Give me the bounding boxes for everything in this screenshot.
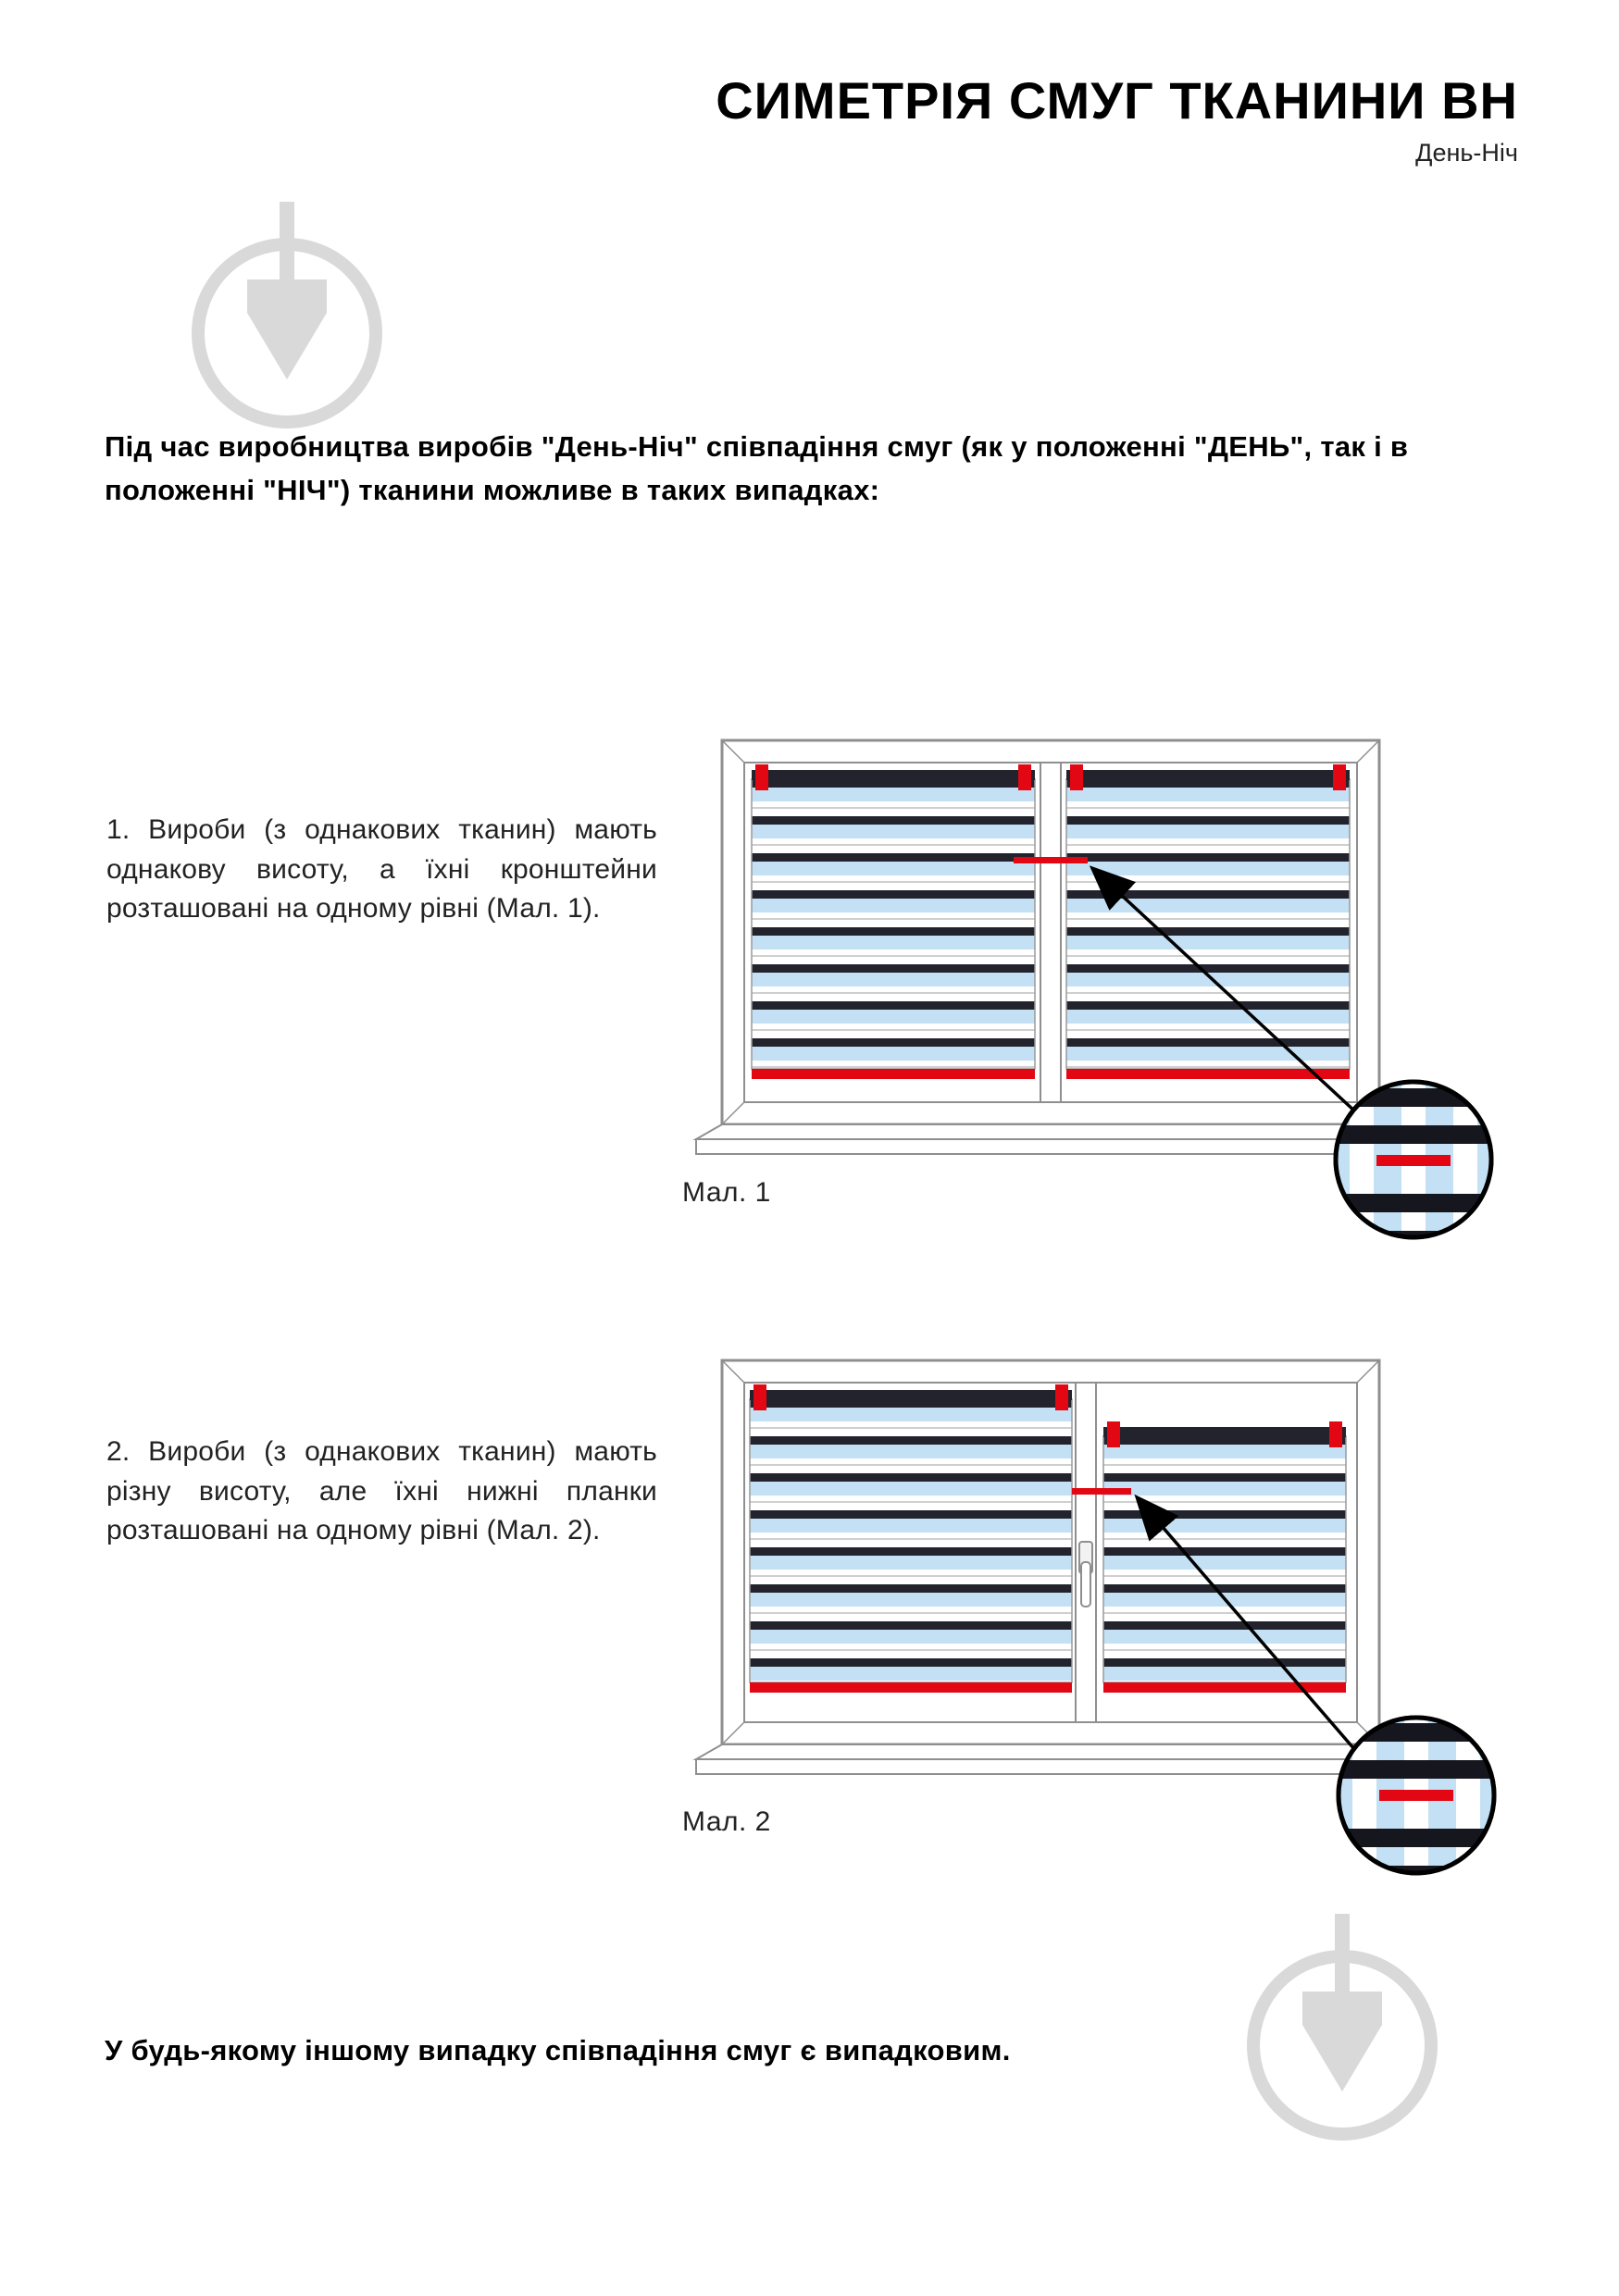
- case-1-text: 1. Вироби (з однакових тканин) мають однакову висоту, а їхні кронштейни розташовані на одному рівні (Мал. 1).: [106, 814, 657, 925]
- bottom-bar: [750, 1682, 1072, 1693]
- right-blind: [1103, 1421, 1346, 1693]
- bracket-icon: [1055, 1384, 1068, 1410]
- bottom-bar: [1103, 1682, 1346, 1693]
- bottom-bar: [752, 1069, 1035, 1079]
- bracket-icon: [1107, 1421, 1120, 1447]
- left-blind: [752, 764, 1035, 1079]
- windowsill: [696, 1124, 1405, 1154]
- case-2-text: 2. Вироби (з однакових тканин) мають різну висоту, але їхні нижні планки розташовані на одному рівні (Мал. 2).: [106, 1436, 657, 1546]
- magnifier-detail: [1336, 1082, 1491, 1249]
- page-title: СИМЕТРІЯ СМУГ ТКАНИНИ ВН: [716, 71, 1518, 130]
- windowsill: [696, 1744, 1405, 1774]
- footer-note: У будь-якому іншому випадку співпадіння смуг є випадковим.: [105, 2034, 1011, 2066]
- bracket-icon: [1329, 1421, 1342, 1447]
- left-blind: [750, 1384, 1072, 1693]
- bracket-icon: [1333, 764, 1346, 790]
- bracket-icon: [753, 1384, 766, 1410]
- magnifier-detail: [1339, 1718, 1494, 1884]
- alignment-mark: [1014, 857, 1088, 863]
- right-blind: [1066, 764, 1350, 1079]
- figure-1-caption: Мал. 1: [682, 1177, 771, 1208]
- figure-2-illustration: [676, 1351, 1509, 1897]
- bracket-icon: [1018, 764, 1031, 790]
- plumb-pin-icon: [1302, 1914, 1382, 2091]
- plumb-pin-icon: [247, 202, 327, 379]
- bottom-bar: [1066, 1069, 1350, 1079]
- intro-paragraph: Під час виробництва виробів "День-Ніч" співпадіння смуг (як у положенні "ДЕНЬ", так і в положенні "НІЧ") тканини можливе в таких випадках:: [105, 430, 1409, 506]
- page-subtitle: День-Ніч: [1415, 139, 1518, 167]
- bracket-icon: [755, 764, 768, 790]
- alignment-mark-zoomed: [1376, 1155, 1451, 1166]
- brand-watermark-icon: [181, 202, 393, 433]
- figure-1-illustration: [676, 731, 1509, 1259]
- bracket-icon: [1070, 764, 1083, 790]
- alignment-mark: [1072, 1488, 1131, 1495]
- figure-2-caption: Мал. 2: [682, 1806, 771, 1837]
- window-handle: [1079, 1542, 1092, 1607]
- alignment-mark-zoomed: [1379, 1790, 1453, 1801]
- brand-watermark-icon: [1236, 1914, 1449, 2145]
